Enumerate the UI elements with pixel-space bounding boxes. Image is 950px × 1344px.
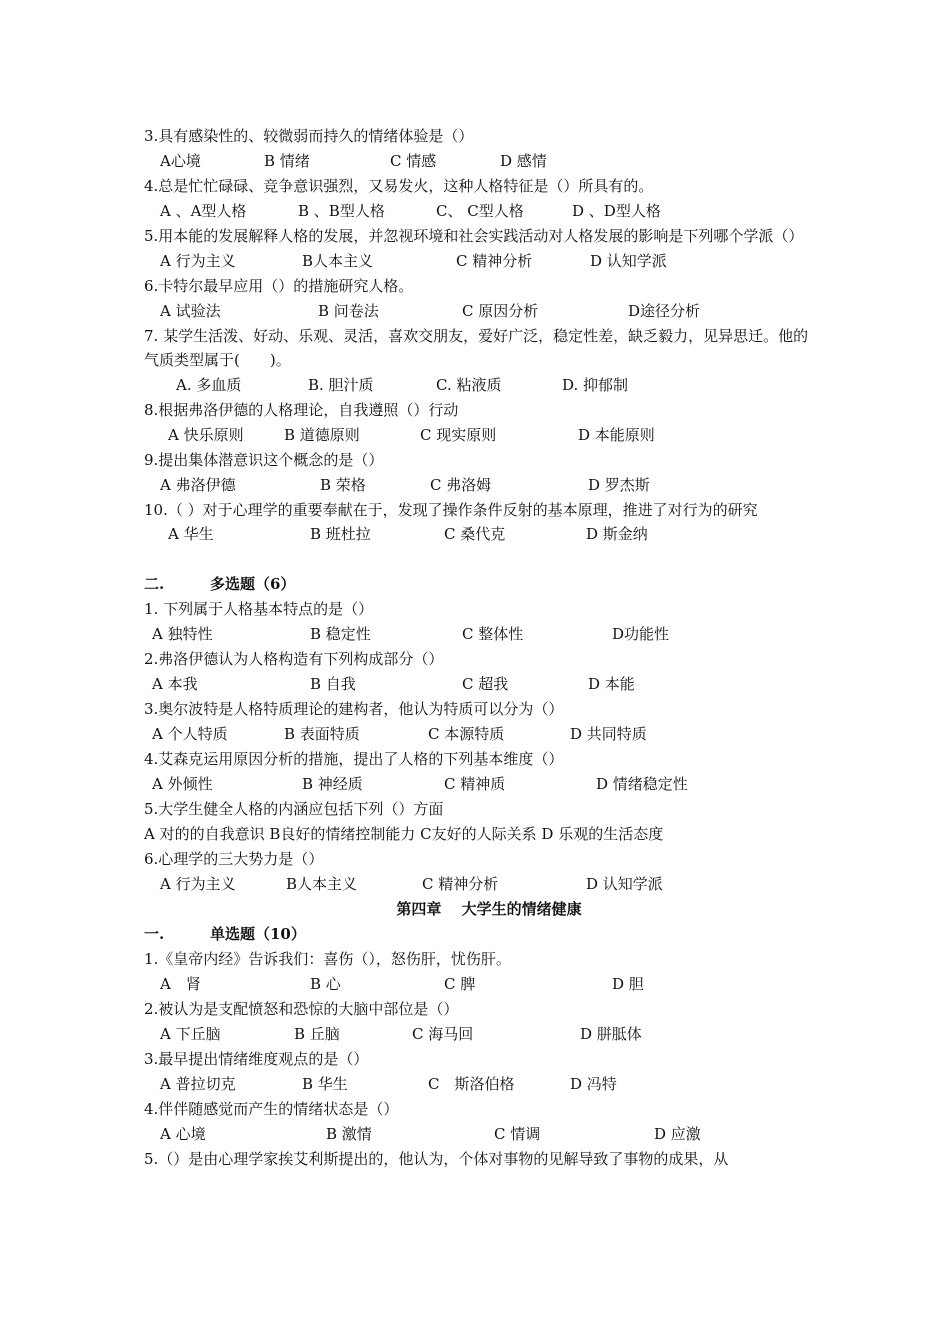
option-d: D 共同特质: [570, 725, 647, 743]
question-block: [144, 174, 814, 224]
option-b: B 班杜拉: [310, 525, 371, 543]
question-block: [144, 597, 814, 647]
question-text: 1. 下列属于人格基本特点的是（）: [144, 600, 374, 618]
option-b: B 表面特质: [284, 725, 360, 743]
question-block: [144, 847, 814, 897]
option-d: D 胆: [612, 975, 644, 993]
options-row: [144, 473, 814, 498]
question-block: [144, 647, 814, 697]
option-a: A 、A型人格: [160, 202, 247, 220]
option-line: A 对的的自我意识 B良好的情绪控制能力 C友好的人际关系 D 乐观的生活态度: [144, 825, 664, 843]
option-c: C 本源特质: [428, 725, 505, 743]
option-a: A心境: [160, 152, 201, 170]
option-b: B 荣格: [320, 475, 366, 494]
options-row: [144, 1022, 814, 1047]
options-row: [144, 722, 814, 747]
options-row: [144, 972, 814, 997]
options-row: [144, 872, 814, 897]
options-row: [144, 299, 814, 324]
options-row: [144, 622, 814, 647]
question-text: 4.伴伴随感觉而产生的情绪状态是（）: [144, 1100, 399, 1118]
options-row: [144, 1122, 814, 1147]
question-block: [144, 747, 814, 797]
question-text: 9.提出集体潜意识这个概念的是（）: [144, 450, 384, 469]
options-row: [144, 149, 814, 174]
section-heading-single: [144, 922, 814, 947]
option-a: A 行为主义: [160, 251, 236, 270]
option-a: A 试验法: [160, 301, 221, 320]
chapter-title: 第四章 大学生的情绪健康: [396, 900, 582, 918]
options-row: [144, 1072, 814, 1097]
option-a: A 肾: [160, 975, 201, 993]
option-c: C 海马回: [412, 1025, 474, 1043]
option-a: A 行为主义: [160, 875, 236, 893]
option-b: B人本主义: [302, 251, 374, 270]
option-b: B 问卷法: [318, 301, 379, 320]
question-text: 6.卡特尔最早应用（）的措施研究人格。: [144, 276, 414, 295]
options-row: [144, 249, 814, 274]
option-d: D 应激: [654, 1125, 701, 1143]
option-c: C 超我: [462, 675, 509, 693]
question-block: [144, 124, 814, 174]
option-a: A 独特性: [152, 625, 213, 643]
question-text: 6.心理学的三大势力是（）: [144, 850, 324, 868]
options-row: [144, 423, 814, 448]
question-block: [144, 448, 814, 498]
option-a: A 快乐原则: [168, 425, 244, 444]
option-c: C 桑代克: [444, 525, 506, 543]
question-text: 5.大学生健全人格的内涵应包括下列（）方面: [144, 800, 444, 818]
option-c: C 原因分析: [462, 301, 539, 320]
question-text: 1.《皇帝内经》告诉我们：喜伤（），怒伤肝，忧伤肝。: [144, 950, 511, 968]
option-b: B人本主义: [286, 875, 358, 893]
option-b: B. 胆汁质: [308, 375, 374, 394]
question-block: [144, 398, 814, 448]
option-a: A 本我: [152, 675, 198, 693]
question-text: 2.被认为是支配愤怒和恐惊的大脑中部位是（）: [144, 1000, 459, 1018]
question-block: [144, 1097, 814, 1147]
question-block: [144, 697, 814, 747]
option-b: B 心: [310, 975, 341, 993]
option-c: C 脾: [444, 975, 476, 993]
option-c: C 情调: [494, 1125, 541, 1143]
question-block: [144, 324, 814, 398]
question-text: 3.具有感染性的、较微弱而持久的情绪体验是（）: [144, 127, 474, 145]
option-b: B 华生: [302, 1075, 348, 1093]
question-block: [144, 797, 814, 847]
option-d: D 认知学派: [590, 251, 667, 270]
option-d: D 感情: [500, 152, 547, 170]
option-d: D 本能原则: [578, 425, 655, 444]
section-heading-multi: [144, 572, 814, 597]
question-text: 3.最早提出情绪维度观点的是（）: [144, 1050, 369, 1068]
question-block: [144, 997, 814, 1047]
question-text: 3.奥尔波特是人格特质理论的建构者，他认为特质可以分为（）: [144, 700, 564, 718]
option-a: A. 多血质: [176, 375, 242, 394]
section-number: 二.: [144, 575, 165, 593]
option-a: A 心境: [160, 1125, 206, 1143]
option-d: D 本能: [588, 675, 635, 693]
option-c: C 精神分析: [422, 875, 499, 893]
option-a: A 普拉切克: [160, 1075, 236, 1093]
options-row: [144, 373, 814, 398]
option-b: B 丘脑: [294, 1025, 340, 1043]
option-d: D 罗杰斯: [588, 475, 650, 494]
question-text: 7. 某学生活泼、好动、乐观、灵活，喜欢交朋友，爱好广泛，稳定性差，缺乏毅力，见异思迁。他的气质类型属于( )。: [144, 326, 809, 369]
option-c: C、 C型人格: [436, 202, 524, 220]
option-d: D 冯特: [570, 1075, 617, 1093]
option-c: C 精神分析: [456, 251, 533, 270]
option-c: C. 粘液质: [436, 375, 502, 394]
question-text: 10.（ ）对于心理学的重要奉献在于，发现了操作条件反射的基本原理，推进了对行为的研究: [144, 500, 758, 519]
question-text: 8.根据弗洛伊德的人格理论，自我遵照（）行动: [144, 400, 459, 419]
question-text: 4.总是忙忙碌碌、竞争意识强烈，又易发火，这种人格特征是（）所具有的。: [144, 177, 654, 195]
question-text: 2.弗洛伊德认为人格构造有下列构成部分（）: [144, 650, 444, 668]
options-row: [144, 522, 814, 547]
option-a: A 下丘脑: [160, 1025, 221, 1043]
option-d: D. 抑郁制: [562, 375, 629, 394]
option-d: D 情绪稳定性: [596, 775, 688, 793]
option-a: A 弗洛伊德: [160, 475, 236, 494]
question-text: 5.（）是由心理学家挨艾利斯提出的，他认为，个体对事物的见解导致了事物的成果，从: [144, 1150, 729, 1168]
option-d: D 斯金纳: [586, 525, 648, 543]
option-c: C 现实原则: [420, 425, 497, 444]
option-a: A 个人特质: [152, 725, 228, 743]
option-c: C 情感: [390, 152, 437, 170]
section-title: 多选题（6）: [210, 575, 296, 593]
question-text: 4.艾森克运用原因分析的措施，提出了人格的下列基本维度（）: [144, 750, 564, 768]
options-row: [144, 672, 814, 697]
question-block: [144, 1047, 814, 1097]
option-b: B 激情: [326, 1125, 372, 1143]
option-d: D 、D型人格: [572, 202, 661, 220]
option-d: D 胼胝体: [580, 1025, 642, 1043]
option-d: D途径分析: [628, 301, 701, 320]
section-number: 一.: [144, 925, 165, 943]
section-title: 单选题（10）: [210, 925, 306, 943]
option-c: C 精神质: [444, 775, 506, 793]
option-c: C 弗洛姆: [430, 475, 492, 494]
option-b: B 稳定性: [310, 625, 371, 643]
question-block: [144, 947, 814, 997]
option-b: B 、B型人格: [298, 202, 385, 220]
question-block: [144, 224, 814, 274]
option-a: A 外倾性: [152, 775, 213, 793]
options-row: [144, 822, 814, 847]
option-a: A 华生: [168, 525, 214, 543]
question-block: [144, 498, 814, 548]
option-b: B 情绪: [264, 152, 310, 170]
options-row: [144, 772, 814, 797]
option-b: B 自我: [310, 675, 356, 693]
option-b: B 道德原则: [284, 425, 360, 444]
question-text: 5.用本能的发展解释人格的发展，并忽视环境和社会实践活动对人格发展的影响是下列哪个学派（）: [144, 227, 804, 245]
options-row: [144, 199, 814, 224]
option-c: C 整体性: [462, 625, 524, 643]
question-block: [144, 274, 814, 324]
option-d: D 认知学派: [586, 875, 663, 893]
option-c: C 斯洛伯格: [428, 1075, 515, 1093]
page-content: [144, 124, 814, 1172]
spacer: [144, 547, 814, 572]
option-b: B 神经质: [302, 775, 363, 793]
option-d: D功能性: [612, 625, 670, 643]
